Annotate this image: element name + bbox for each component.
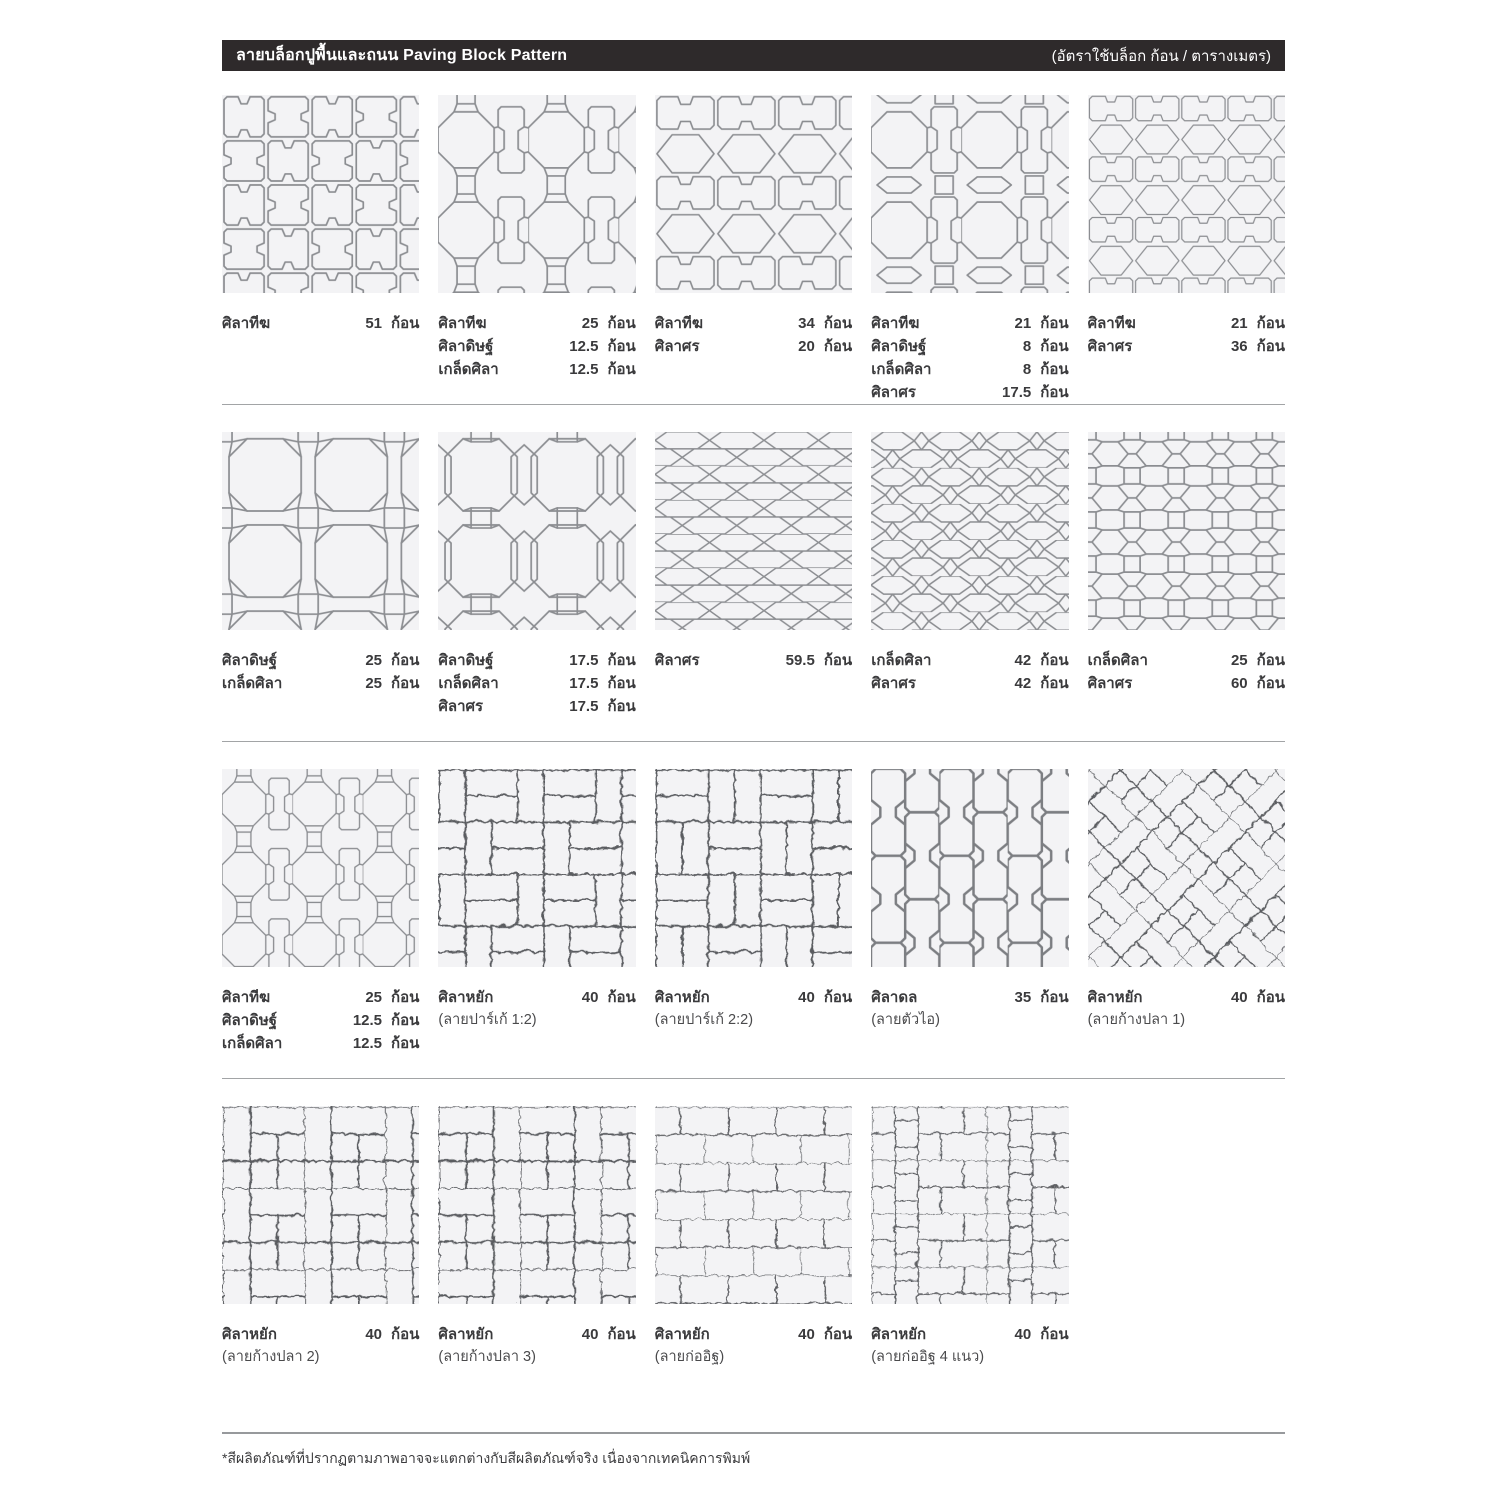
- block-qty: 25: [581, 315, 599, 332]
- block-usage-line: [438, 335, 635, 358]
- block-unit: ก้อน: [1040, 1326, 1069, 1343]
- block-unit: ก้อน: [823, 315, 853, 332]
- block-qty: 40: [581, 989, 599, 1006]
- pattern-card: [438, 769, 635, 1078]
- pattern-caption: [222, 1323, 419, 1415]
- block-unit: ก้อน: [391, 1326, 420, 1343]
- block-qty: 20: [798, 338, 815, 355]
- pattern-row-grid: [222, 432, 1285, 741]
- pattern-caption: [222, 986, 419, 1078]
- pattern-caption: [438, 1323, 635, 1415]
- block-qty: 34: [798, 315, 815, 332]
- block-unit: ก้อน: [1256, 675, 1285, 692]
- block-name: เกล็ดศิลา: [871, 361, 932, 378]
- block-usage-line: [871, 312, 1068, 335]
- block-usage-line: [871, 335, 1068, 358]
- block-unit: ก้อน: [1040, 338, 1069, 355]
- block-unit: ก้อน: [1256, 989, 1285, 1006]
- block-name: ศิลาดิษฐ์: [438, 338, 494, 355]
- block-qty: 40: [798, 1326, 815, 1343]
- block-unit: ก้อน: [607, 698, 636, 715]
- block-qty: 40: [1014, 1326, 1032, 1343]
- pattern-card: [438, 432, 635, 741]
- block-qty: 21: [1230, 315, 1248, 332]
- block-usage-line: [222, 1032, 419, 1055]
- pattern-card: [871, 769, 1068, 1078]
- pattern-row-grid: [222, 95, 1285, 404]
- block-usage-line: [1088, 986, 1285, 1009]
- pattern-swatch-running-bond-4: [871, 1106, 1068, 1304]
- block-name: ศิลาดิษฐ์: [871, 338, 927, 355]
- block-usage-line: [1088, 672, 1285, 695]
- block-name: ศิลาศร: [654, 652, 700, 669]
- block-qty: 21: [1014, 315, 1032, 332]
- block-qty: 12.5: [352, 1012, 383, 1029]
- footer-divider: [222, 1432, 1285, 1434]
- pattern-row-grid: [222, 769, 1285, 1078]
- block-usage-line: [222, 672, 419, 695]
- block-unit: ก้อน: [1040, 361, 1069, 378]
- block-qty: 40: [581, 1326, 599, 1343]
- footnote: *สีผลิตภัณฑ์ที่ปรากฏตามภาพอาจจะแตกต่างกับสีผลิตภัณฑ์จริง เนื่องจากเทคนิคการพิมพ์: [222, 1450, 751, 1466]
- block-name: ศิลาทีฆ: [871, 315, 920, 332]
- block-qty: 17.5: [1002, 384, 1032, 401]
- header-bar: [222, 40, 1285, 71]
- pattern-card: [438, 1106, 635, 1415]
- block-unit: ก้อน: [1040, 384, 1069, 401]
- block-name: ศิลาทีฆ: [222, 989, 271, 1006]
- block-unit: ก้อน: [823, 338, 853, 355]
- block-qty: 17.5: [569, 698, 599, 715]
- block-name: ศิลาดิษฐ์: [222, 1012, 278, 1029]
- pattern-caption: [655, 986, 852, 1078]
- pattern-card: [222, 95, 419, 404]
- block-usage-line: [222, 649, 419, 672]
- block-qty: 60: [1230, 675, 1248, 692]
- pattern-swatch-running-bond: [655, 1106, 852, 1304]
- block-qty: 12.5: [569, 361, 599, 378]
- block-qty: 12.5: [569, 338, 599, 355]
- block-unit: ก้อน: [1040, 989, 1069, 1006]
- pattern-note: (ลายตัวไอ): [871, 1012, 940, 1028]
- pattern-caption: [222, 312, 419, 404]
- pattern-note: (ลายก่ออิฐ 4 แนว): [871, 1349, 985, 1365]
- pattern-card: [655, 432, 852, 741]
- pattern-swatch-octagon-square-hexagon: [438, 432, 635, 630]
- pattern-row: [222, 432, 1285, 742]
- pattern-row: [222, 95, 1285, 405]
- header-unit-note: (อัตราใช้บล็อก ก้อน / ตารางเมตร): [1051, 47, 1271, 65]
- block-name: ศิลาทีฆ: [222, 315, 271, 332]
- pattern-swatch-parquet-2-2: [655, 769, 852, 967]
- pattern-swatch-herringbone-2: [222, 1106, 419, 1304]
- block-name: ศิลาทีฆ: [438, 315, 487, 332]
- pattern-caption: [1088, 649, 1285, 741]
- pattern-card: [438, 95, 635, 404]
- block-unit: ก้อน: [607, 989, 636, 1006]
- block-usage-line: [222, 1009, 419, 1032]
- block-unit: ก้อน: [607, 338, 636, 355]
- block-usage-line: [222, 312, 419, 335]
- block-qty: 17.5: [569, 675, 599, 692]
- pattern-note: (ลายก่ออิฐ): [654, 1349, 725, 1365]
- pattern-card: [871, 95, 1068, 404]
- block-usage-line: [438, 986, 635, 1009]
- block-name: ศิลาดล: [871, 989, 918, 1006]
- block-name: เกล็ดศิลา: [871, 652, 932, 669]
- pattern-card: [1088, 432, 1285, 741]
- pattern-card: [222, 769, 419, 1078]
- pattern-card: [871, 1106, 1068, 1415]
- pattern-caption: [871, 312, 1068, 404]
- block-unit: ก้อน: [607, 315, 636, 332]
- block-name: เกล็ดศิลา: [438, 361, 499, 378]
- pattern-caption: [871, 986, 1068, 1078]
- block-name: ศิลาหยัก: [871, 1326, 927, 1343]
- pattern-swatch-octagon-square-i: [438, 95, 635, 293]
- pattern-caption: [438, 649, 635, 741]
- block-qty: 36: [1230, 338, 1248, 355]
- block-usage-line: [655, 986, 852, 1009]
- pattern-swatch-i-hexagon-dense: [1088, 95, 1285, 293]
- block-unit: ก้อน: [391, 989, 420, 1006]
- block-unit: ก้อน: [823, 652, 853, 669]
- block-usage-line: [871, 649, 1068, 672]
- pattern-caption: [871, 649, 1068, 741]
- block-unit: ก้อน: [391, 315, 420, 332]
- pattern-caption: [871, 1323, 1068, 1415]
- block-qty: 40: [365, 1326, 383, 1343]
- block-usage-line: [655, 1323, 852, 1346]
- pattern-swatch-octagon-square-i-hex: [871, 95, 1068, 293]
- block-qty: 25: [365, 989, 383, 1006]
- pattern-caption: [222, 649, 419, 741]
- block-qty: 25: [1230, 652, 1248, 669]
- block-name: ศิลาหยัก: [438, 1326, 494, 1343]
- pattern-swatch-octagon-square: [222, 432, 419, 630]
- block-qty: 42: [1014, 652, 1032, 669]
- page-title: ลายบล็อกปูพื้นและถนน Paving Block Pattern: [236, 47, 568, 64]
- block-usage-line: [871, 358, 1068, 381]
- block-name: ศิลาศร: [654, 338, 700, 355]
- pattern-caption: [438, 986, 635, 1078]
- block-name: ศิลาหยัก: [222, 1326, 277, 1343]
- pattern-card: [1088, 769, 1285, 1078]
- pattern-card: [222, 1106, 419, 1415]
- pattern-swatch-i-basketweave: [222, 95, 419, 293]
- block-unit: ก้อน: [823, 1326, 853, 1343]
- block-usage-line: [1088, 312, 1285, 335]
- block-name: ศิลาศร: [871, 675, 916, 692]
- block-name: ศิลาศร: [438, 698, 484, 715]
- block-unit: ก้อน: [391, 652, 420, 669]
- pattern-card: [1088, 95, 1285, 404]
- block-unit: ก้อน: [1040, 315, 1069, 332]
- pattern-swatch-hexagon: [655, 432, 852, 630]
- block-unit: ก้อน: [391, 675, 420, 692]
- block-name: เกล็ดศิลา: [438, 675, 499, 692]
- pattern-note: (ลายก้างปลา 3): [438, 1349, 536, 1365]
- block-qty: 40: [1230, 989, 1248, 1006]
- block-usage-line: [438, 695, 635, 718]
- block-unit: ก้อน: [607, 361, 636, 378]
- pattern-rows: [222, 95, 1285, 1415]
- block-usage-line: [1088, 649, 1285, 672]
- pattern-swatch-i-columns: [871, 769, 1068, 967]
- block-usage-line: [655, 649, 852, 672]
- pattern-caption: [655, 312, 852, 404]
- block-qty: 8: [1022, 338, 1032, 355]
- block-name: เกล็ดศิลา: [222, 675, 283, 692]
- block-usage-line: [222, 986, 419, 1009]
- pattern-card: [871, 432, 1068, 741]
- pattern-swatch-hexagon-diamond: [871, 432, 1068, 630]
- block-qty: 17.5: [569, 652, 599, 669]
- pattern-swatch-i-hexagon: [655, 95, 852, 293]
- pattern-note: (ลายก้างปลา 2): [222, 1349, 320, 1365]
- pattern-swatch-square-diamond-lattice: [1088, 432, 1285, 630]
- block-name: เกล็ดศิลา: [1087, 652, 1148, 669]
- block-name: ศิลาหยัก: [654, 1326, 710, 1343]
- pattern-card: [655, 769, 852, 1078]
- pattern-card: [655, 95, 852, 404]
- pattern-card: [655, 1106, 852, 1415]
- block-name: ศิลาดิษฐ์: [438, 652, 494, 669]
- block-unit: ก้อน: [607, 652, 636, 669]
- block-qty: 8: [1022, 361, 1032, 378]
- block-name: ศิลาดิษฐ์: [222, 652, 278, 669]
- block-usage-line: [655, 312, 852, 335]
- block-name: ศิลาทีฆ: [654, 315, 703, 332]
- block-usage-line: [222, 1323, 419, 1346]
- block-usage-line: [438, 672, 635, 695]
- block-usage-line: [438, 649, 635, 672]
- block-qty: 40: [798, 989, 815, 1006]
- pattern-row: [222, 1106, 1285, 1415]
- block-unit: ก้อน: [1040, 652, 1069, 669]
- pattern-swatch-herringbone-1: [1088, 769, 1285, 967]
- block-unit: ก้อน: [391, 1012, 420, 1029]
- block-name: ศิลาศร: [1087, 675, 1133, 692]
- block-qty: 35: [1014, 989, 1032, 1006]
- block-usage-line: [438, 358, 635, 381]
- pattern-caption: [655, 649, 852, 741]
- block-qty: 25: [365, 652, 383, 669]
- pattern-note: (ลายปาร์เก้ 2:2): [654, 1012, 754, 1028]
- block-qty: 51: [365, 315, 383, 332]
- block-usage-line: [871, 1323, 1068, 1346]
- block-name: ศิลาศร: [871, 384, 916, 401]
- block-usage-line: [438, 1323, 635, 1346]
- pattern-row: [222, 769, 1285, 1079]
- pattern-caption: [1088, 312, 1285, 404]
- block-qty: 12.5: [352, 1035, 383, 1052]
- pattern-swatch-octagon-square-i-small: [222, 769, 419, 967]
- block-name: ศิลาศร: [1087, 338, 1133, 355]
- pattern-swatch-herringbone-3: [438, 1106, 635, 1304]
- pattern-note: (ลายก้างปลา 1): [1087, 1012, 1186, 1028]
- block-usage-line: [871, 986, 1068, 1009]
- pattern-note: (ลายปาร์เก้ 1:2): [438, 1012, 537, 1028]
- block-qty: 25: [365, 675, 383, 692]
- block-name: ศิลาหยัก: [438, 989, 494, 1006]
- pattern-caption: [655, 1323, 852, 1415]
- block-qty: 59.5: [785, 652, 815, 669]
- block-usage-line: [871, 672, 1068, 695]
- block-name: ศิลาหยัก: [654, 989, 710, 1006]
- block-usage-line: [871, 381, 1068, 404]
- block-unit: ก้อน: [1256, 315, 1285, 332]
- pattern-caption: [1088, 986, 1285, 1078]
- block-unit: ก้อน: [391, 1035, 420, 1052]
- block-unit: ก้อน: [1256, 652, 1285, 669]
- block-unit: ก้อน: [823, 989, 853, 1006]
- block-name: เกล็ดศิลา: [222, 1035, 283, 1052]
- block-usage-line: [438, 312, 635, 335]
- pattern-card: [222, 432, 419, 741]
- block-name: ศิลาหยัก: [1087, 989, 1143, 1006]
- block-usage-line: [1088, 335, 1285, 358]
- block-unit: ก้อน: [607, 675, 636, 692]
- pattern-swatch-parquet-1-2: [438, 769, 635, 967]
- pattern-row-grid: [222, 1106, 1285, 1415]
- block-unit: ก้อน: [1040, 675, 1069, 692]
- pattern-caption: [438, 312, 635, 404]
- block-unit: ก้อน: [1256, 338, 1285, 355]
- block-name: ศิลาทีฆ: [1087, 315, 1136, 332]
- block-usage-line: [655, 335, 852, 358]
- block-unit: ก้อน: [607, 1326, 636, 1343]
- block-qty: 42: [1014, 675, 1032, 692]
